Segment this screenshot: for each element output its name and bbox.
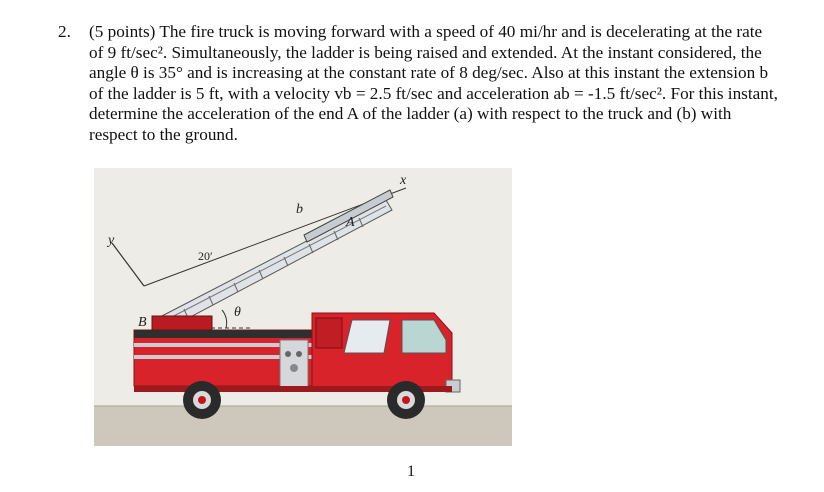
label-B: B	[138, 315, 147, 330]
problem-number: 2.	[58, 22, 71, 41]
fire-truck-figure	[94, 168, 512, 446]
label-y: y	[108, 233, 115, 248]
label-A: A	[346, 215, 355, 230]
ground	[94, 406, 512, 446]
label-b: b	[296, 202, 303, 217]
figure-background	[94, 168, 512, 446]
page-number: 1	[407, 463, 415, 480]
problem-text: (5 points) The fire truck is moving forward with a speed of 40 mi/hr and is decelerating at the rate of 9 ft/sec². Simultaneously, the ladder is being raised and extended. At the instant considered, the angle θ is 35° and is increasing at the constant rate of 8 deg/sec. Also at this instant the extension b of the ladder is 5 ft, with a velocity vb = 2.5 ft/sec and acceleration ab = -1.5 ft/sec². For this instant, determine the acceleration of the end A of the ladder (a) with respect to the truck and (b) with respect to the ground.	[89, 22, 778, 144]
front-wheel	[387, 381, 425, 419]
fire-truck-illustration	[94, 168, 512, 446]
label-x: x	[400, 173, 407, 188]
label-theta: θ	[234, 305, 241, 320]
label-ladder-length: 20′	[198, 249, 213, 263]
rear-wheel	[183, 381, 221, 419]
